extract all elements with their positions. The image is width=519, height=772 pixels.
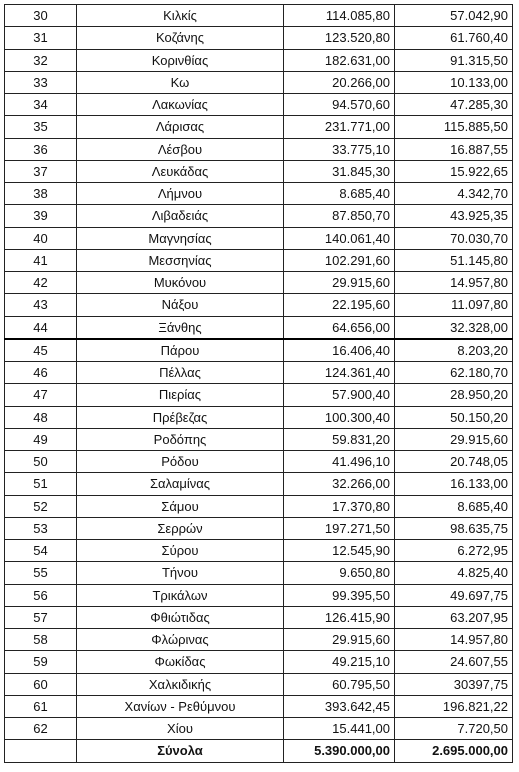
half-amount-cell: 47.285,30 xyxy=(395,94,513,116)
amount-cell: 22.195,60 xyxy=(284,294,395,316)
row-number-cell: 44 xyxy=(5,316,77,339)
table-row xyxy=(5,406,513,428)
table-row xyxy=(5,495,513,517)
half-amount-cell: 11.097,80 xyxy=(395,294,513,316)
row-number-cell: 46 xyxy=(5,362,77,384)
table-row xyxy=(5,629,513,651)
region-name-cell: Φθιώτιδας xyxy=(77,606,284,628)
row-number-cell: 39 xyxy=(5,205,77,227)
region-name-cell: Φωκίδας xyxy=(77,651,284,673)
table-row xyxy=(5,339,513,362)
table-row xyxy=(5,695,513,717)
region-name-cell: Κοζάνης xyxy=(77,27,284,49)
region-name-cell: Σερρών xyxy=(77,517,284,539)
row-number-cell: 45 xyxy=(5,339,77,362)
table-row xyxy=(5,451,513,473)
amount-cell: 99.395,50 xyxy=(284,584,395,606)
row-number-cell: 62 xyxy=(5,718,77,740)
half-amount-cell: 91.315,50 xyxy=(395,49,513,71)
region-name-cell: Λέσβου xyxy=(77,138,284,160)
row-number-cell: 59 xyxy=(5,651,77,673)
half-amount-cell: 196.821,22 xyxy=(395,695,513,717)
row-number-cell: 53 xyxy=(5,517,77,539)
table-row xyxy=(5,227,513,249)
half-amount-cell: 32.328,00 xyxy=(395,316,513,339)
amount-cell: 197.271,50 xyxy=(284,517,395,539)
region-name-cell: Φλώρινας xyxy=(77,629,284,651)
table-row xyxy=(5,71,513,93)
amount-cell: 182.631,00 xyxy=(284,49,395,71)
half-amount-cell: 15.922,65 xyxy=(395,160,513,182)
half-amount-cell: 30397,75 xyxy=(395,673,513,695)
region-name-cell: Λήμνου xyxy=(77,183,284,205)
table-row xyxy=(5,183,513,205)
row-number-cell: 55 xyxy=(5,562,77,584)
region-name-cell: Τήνου xyxy=(77,562,284,584)
row-number-cell: 48 xyxy=(5,406,77,428)
half-amount-cell: 24.607,55 xyxy=(395,651,513,673)
table-row xyxy=(5,540,513,562)
region-name-cell: Πέλλας xyxy=(77,362,284,384)
half-amount-cell: 62.180,70 xyxy=(395,362,513,384)
row-number-cell: 32 xyxy=(5,49,77,71)
table-row xyxy=(5,718,513,740)
half-amount-cell: 6.272,95 xyxy=(395,540,513,562)
half-amount-cell: 115.885,50 xyxy=(395,116,513,138)
table-row xyxy=(5,606,513,628)
table-body xyxy=(5,5,513,763)
amount-cell: 15.441,00 xyxy=(284,718,395,740)
amount-cell: 64.656,00 xyxy=(284,316,395,339)
region-name-cell: Πιερίας xyxy=(77,384,284,406)
half-amount-cell: 20.748,05 xyxy=(395,451,513,473)
region-name-cell: Μαγνησίας xyxy=(77,227,284,249)
region-name-cell: Σαλαμίνας xyxy=(77,473,284,495)
half-amount-cell: 16.133,00 xyxy=(395,473,513,495)
amount-cell: 20.266,00 xyxy=(284,71,395,93)
half-amount-cell: 98.635,75 xyxy=(395,517,513,539)
table-row xyxy=(5,384,513,406)
allocation-table xyxy=(4,4,513,763)
half-amount-cell: 14.957,80 xyxy=(395,629,513,651)
table-row xyxy=(5,272,513,294)
amount-cell: 126.415,90 xyxy=(284,606,395,628)
region-name-cell: Πάρου xyxy=(77,339,284,362)
table-row xyxy=(5,428,513,450)
amount-cell: 29.915,60 xyxy=(284,629,395,651)
table-row xyxy=(5,49,513,71)
table-row xyxy=(5,673,513,695)
row-number-cell: 51 xyxy=(5,473,77,495)
region-name-cell: Σάμου xyxy=(77,495,284,517)
region-name-cell: Λακωνίας xyxy=(77,94,284,116)
table-row xyxy=(5,517,513,539)
row-number-cell: 49 xyxy=(5,428,77,450)
half-amount-cell: 8.685,40 xyxy=(395,495,513,517)
half-amount-cell: 70.030,70 xyxy=(395,227,513,249)
half-amount-cell: 16.887,55 xyxy=(395,138,513,160)
row-number-cell: 56 xyxy=(5,584,77,606)
totals-row xyxy=(5,740,513,762)
amount-cell: 12.545,90 xyxy=(284,540,395,562)
row-number-cell: 35 xyxy=(5,116,77,138)
amount-cell: 124.361,40 xyxy=(284,362,395,384)
region-name-cell: Ρόδου xyxy=(77,451,284,473)
row-number-cell: 52 xyxy=(5,495,77,517)
amount-cell: 57.900,40 xyxy=(284,384,395,406)
row-number-cell: 37 xyxy=(5,160,77,182)
amount-cell: 31.845,30 xyxy=(284,160,395,182)
region-name-cell: Χίου xyxy=(77,718,284,740)
region-name-cell: Κω xyxy=(77,71,284,93)
row-number-cell: 60 xyxy=(5,673,77,695)
row-number-cell: 43 xyxy=(5,294,77,316)
half-amount-cell: 29.915,60 xyxy=(395,428,513,450)
table-row xyxy=(5,584,513,606)
amount-cell: 32.266,00 xyxy=(284,473,395,495)
amount-cell: 29.915,60 xyxy=(284,272,395,294)
amount-cell: 393.642,45 xyxy=(284,695,395,717)
table-row xyxy=(5,473,513,495)
amount-cell: 102.291,60 xyxy=(284,249,395,271)
amount-cell: 41.496,10 xyxy=(284,451,395,473)
half-amount-cell: 14.957,80 xyxy=(395,272,513,294)
half-amount-cell: 57.042,90 xyxy=(395,5,513,27)
amount-cell: 9.650,80 xyxy=(284,562,395,584)
region-name-cell: Τρικάλων xyxy=(77,584,284,606)
amount-cell: 16.406,40 xyxy=(284,339,395,362)
amount-cell: 59.831,20 xyxy=(284,428,395,450)
row-number-cell: 57 xyxy=(5,606,77,628)
totals-amount-cell: 5.390.000,00 xyxy=(284,740,395,762)
half-amount-cell: 4.825,40 xyxy=(395,562,513,584)
table-row xyxy=(5,562,513,584)
table-row xyxy=(5,94,513,116)
region-name-cell: Λευκάδας xyxy=(77,160,284,182)
amount-cell: 123.520,80 xyxy=(284,27,395,49)
region-name-cell: Μεσσηνίας xyxy=(77,249,284,271)
row-number-cell: 38 xyxy=(5,183,77,205)
row-number-cell: 42 xyxy=(5,272,77,294)
region-name-cell: Πρέβεζας xyxy=(77,406,284,428)
row-number-cell: 30 xyxy=(5,5,77,27)
row-number-cell: 33 xyxy=(5,71,77,93)
half-amount-cell: 51.145,80 xyxy=(395,249,513,271)
row-number-cell: 54 xyxy=(5,540,77,562)
totals-half-cell: 2.695.000,00 xyxy=(395,740,513,762)
region-name-cell: Λάρισας xyxy=(77,116,284,138)
amount-cell: 49.215,10 xyxy=(284,651,395,673)
row-number-cell: 34 xyxy=(5,94,77,116)
table-row xyxy=(5,205,513,227)
region-name-cell: Ροδόπης xyxy=(77,428,284,450)
allocation-table-sheet xyxy=(4,4,513,763)
row-number-cell: 50 xyxy=(5,451,77,473)
region-name-cell: Ξάνθης xyxy=(77,316,284,339)
table-row xyxy=(5,249,513,271)
half-amount-cell: 50.150,20 xyxy=(395,406,513,428)
row-number-cell: 41 xyxy=(5,249,77,271)
region-name-cell: Κιλκίς xyxy=(77,5,284,27)
half-amount-cell: 28.950,20 xyxy=(395,384,513,406)
half-amount-cell: 8.203,20 xyxy=(395,339,513,362)
table-row xyxy=(5,362,513,384)
half-amount-cell: 7.720,50 xyxy=(395,718,513,740)
region-name-cell: Λιβαδειάς xyxy=(77,205,284,227)
amount-cell: 60.795,50 xyxy=(284,673,395,695)
amount-cell: 114.085,80 xyxy=(284,5,395,27)
amount-cell: 8.685,40 xyxy=(284,183,395,205)
amount-cell: 33.775,10 xyxy=(284,138,395,160)
region-name-cell: Χανίων - Ρεθύμνου xyxy=(77,695,284,717)
half-amount-cell: 43.925,35 xyxy=(395,205,513,227)
table-row xyxy=(5,160,513,182)
amount-cell: 231.771,00 xyxy=(284,116,395,138)
row-number-cell: 36 xyxy=(5,138,77,160)
table-row xyxy=(5,294,513,316)
amount-cell: 87.850,70 xyxy=(284,205,395,227)
row-number-cell: 58 xyxy=(5,629,77,651)
table-row xyxy=(5,116,513,138)
table-row xyxy=(5,316,513,339)
half-amount-cell: 4.342,70 xyxy=(395,183,513,205)
amount-cell: 140.061,40 xyxy=(284,227,395,249)
half-amount-cell: 61.760,40 xyxy=(395,27,513,49)
table-row xyxy=(5,138,513,160)
table-row xyxy=(5,651,513,673)
region-name-cell: Μυκόνου xyxy=(77,272,284,294)
table-row xyxy=(5,5,513,27)
region-name-cell: Σύρου xyxy=(77,540,284,562)
half-amount-cell: 10.133,00 xyxy=(395,71,513,93)
amount-cell: 17.370,80 xyxy=(284,495,395,517)
region-name-cell: Χαλκιδικής xyxy=(77,673,284,695)
half-amount-cell: 63.207,95 xyxy=(395,606,513,628)
totals-label-cell: Σύνολα xyxy=(77,740,284,762)
table-row xyxy=(5,27,513,49)
row-number-cell: 61 xyxy=(5,695,77,717)
row-number-cell: 40 xyxy=(5,227,77,249)
amount-cell: 94.570,60 xyxy=(284,94,395,116)
half-amount-cell: 49.697,75 xyxy=(395,584,513,606)
row-number-cell: 47 xyxy=(5,384,77,406)
row-number-cell: 31 xyxy=(5,27,77,49)
amount-cell: 100.300,40 xyxy=(284,406,395,428)
region-name-cell: Κορινθίας xyxy=(77,49,284,71)
region-name-cell: Νάξου xyxy=(77,294,284,316)
totals-number-cell xyxy=(5,740,77,762)
